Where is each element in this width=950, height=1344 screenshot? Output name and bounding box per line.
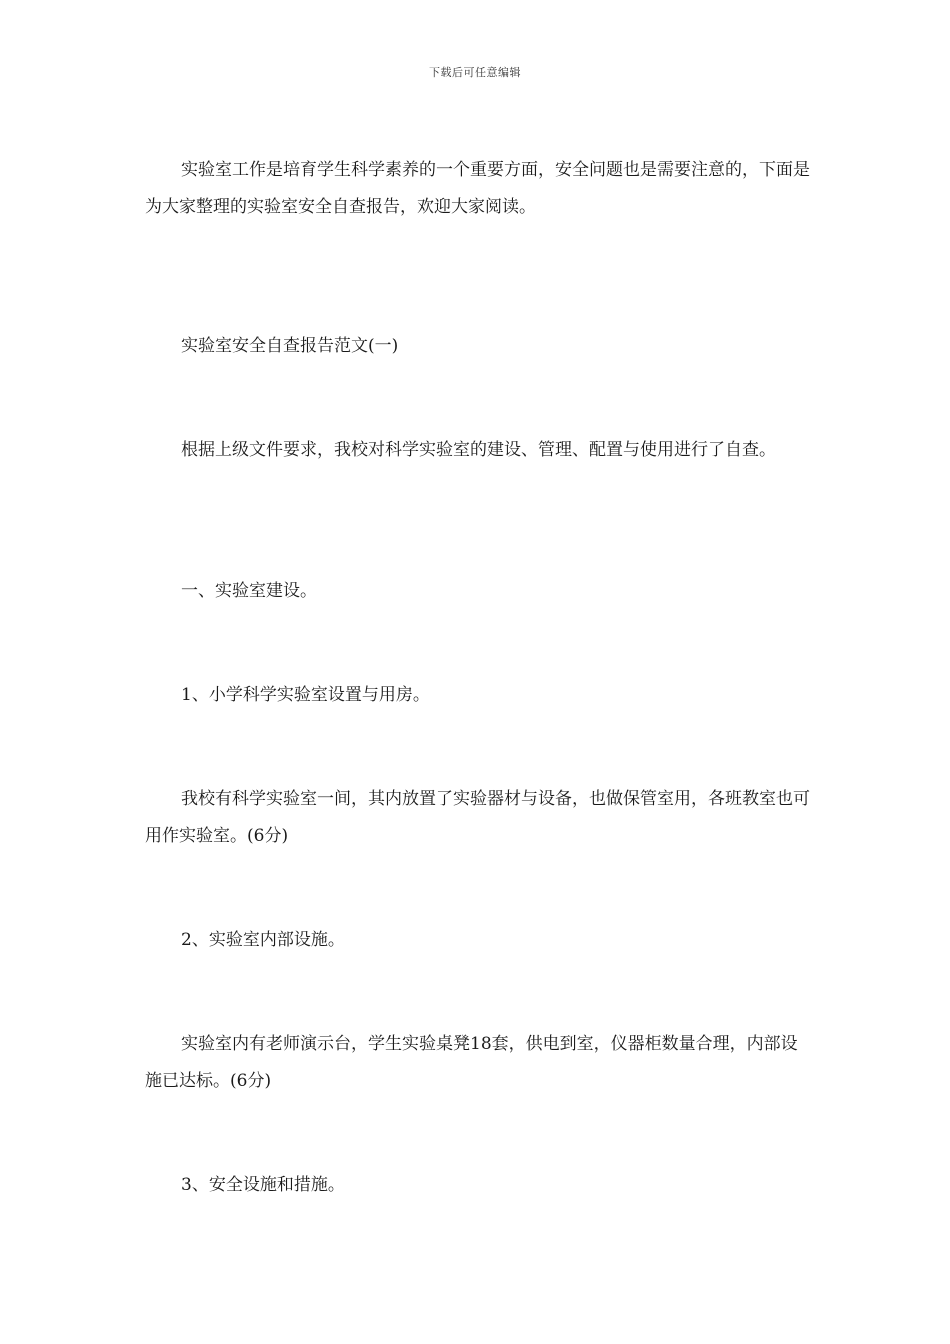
subsection-heading: 2、实验室内部设施。 bbox=[181, 930, 345, 950]
body-paragraph: 根据上级文件要求，我校对科学实验室的建设、管理、配置与使用进行了自查。 bbox=[181, 440, 776, 460]
page-header: 下载后可任意编辑 bbox=[429, 66, 521, 79]
intro-paragraph: 实验室工作是培育学生科学素养的一个重要方面，安全问题也是需要注意的，下面是为大家整理的实验室安全自查报告，欢迎大家阅读。 bbox=[145, 160, 810, 217]
subsection-heading: 1、小学科学实验室设置与用房。 bbox=[181, 685, 430, 705]
body-paragraph: 实验室内有老师演示台，学生实验桌凳18套，供电到室，仪器柜数量合理，内部设施已达标。(6分) bbox=[145, 1034, 798, 1091]
section-heading: 一、实验室建设。 bbox=[181, 581, 317, 601]
body-paragraph: 我校有科学实验室一间，其内放置了实验器材与设备，也做保管室用，各班教室也可用作实验室。(6分) bbox=[145, 789, 810, 846]
subsection-heading: 3、安全设施和措施。 bbox=[181, 1175, 345, 1195]
document-title: 实验室安全自查报告范文(一) bbox=[181, 336, 399, 356]
